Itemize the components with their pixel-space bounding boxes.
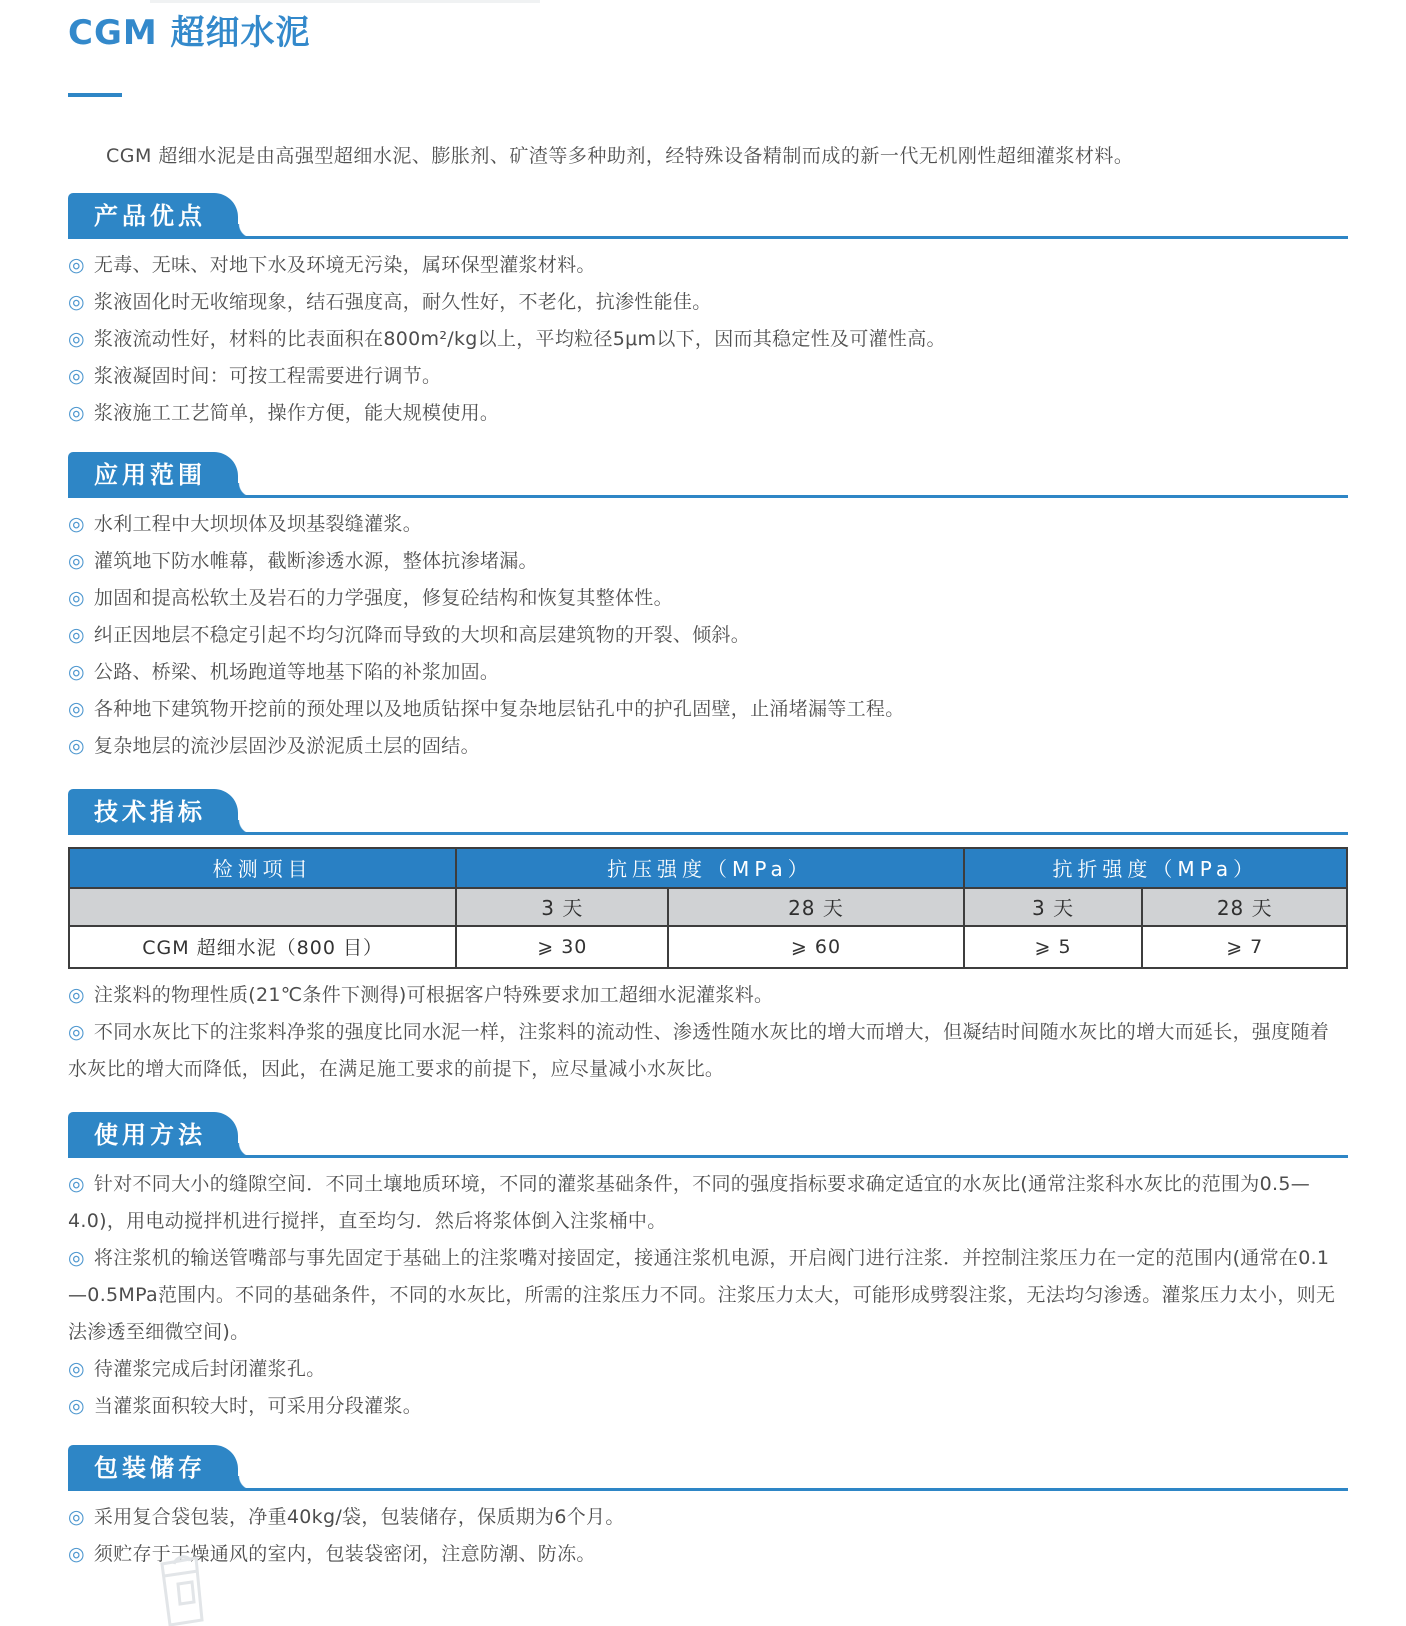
bullseye-bullet-icon: ◎ [68,253,85,276]
packaging-list [68,1499,1348,1573]
bullseye-bullet-icon: ◎ [68,1505,85,1528]
list-item-text: 采用复合袋包装，净重40kg/袋，包装储存，保质期为6个月。 [93,1505,625,1528]
bullseye-bullet-icon: ◎ [68,983,85,1006]
section-usage-header [68,1112,1348,1158]
list-item [68,1388,1348,1425]
table-header-row [69,848,1347,888]
list-item-text: 灌筑地下防水帷幕，截断渗透水源，整体抗渗堵漏。 [93,549,538,572]
list-item-text: 须贮存于干燥通风的室内，包装袋密闭，注意防潮、防冻。 [93,1542,596,1565]
col-header-item: 检测项目 [69,848,456,888]
section-advantages-header [68,193,1348,239]
section-usage-title: 使用方法 [94,1120,206,1149]
bullseye-bullet-icon: ◎ [68,512,85,535]
list-item [68,1351,1348,1388]
top-cropped-artifact [150,0,540,3]
list-item [68,247,1348,284]
bullseye-bullet-icon: ◎ [68,623,85,646]
section-specs-header [68,789,1348,835]
bullseye-bullet-icon: ◎ [68,290,85,313]
bullseye-bullet-icon: ◎ [68,1357,85,1380]
section-applications-title: 应用范围 [94,460,206,489]
bullseye-bullet-icon: ◎ [68,1542,85,1565]
list-item [68,543,1348,580]
list-item [68,1240,1348,1351]
list-item-text: 浆液施工工艺简单，操作方便，能大规模使用。 [93,401,500,424]
list-item [68,977,1348,1014]
list-item-text: 将注浆机的输送管嘴部与事先固定于基础上的注浆嘴对接固定，接通注浆机电源，开启阀门进行注浆．并控制注浆压力在一定的范围内(通常在0.1—0.5MPa范围内。不同的基础条件，不同的水灰比，所需的注浆压力不同。注浆压力太大，可能形成劈裂注浆，无法均匀渗透。灌浆压力太小，则无法渗透至细微空间)。 [68,1246,1336,1343]
bullseye-bullet-icon: ◎ [68,1172,85,1195]
bullseye-bullet-icon: ◎ [68,364,85,387]
subheader-3d: 3 天 [456,888,668,926]
section-rule [68,1488,1348,1491]
bullseye-bullet-icon: ◎ [68,1020,85,1043]
list-item-text: 水利工程中大坝坝体及坝基裂缝灌浆。 [93,512,422,535]
title-underline [68,93,122,97]
section-packaging-header [68,1445,1348,1491]
section-rule [68,236,1348,239]
subheader-28d: 28 天 [668,888,963,926]
subheader-3d: 3 天 [964,888,1143,926]
empty-cell [69,888,456,926]
bullseye-bullet-icon: ◎ [68,1246,85,1269]
advantages-list [68,247,1348,432]
table-subheader-row [69,888,1347,926]
list-item-text: 各种地下建筑物开挖前的预处理以及地质钻探中复杂地层钻孔中的护孔固壁，止涌堵漏等工程。 [93,697,905,720]
list-item [68,1499,1348,1536]
list-item [68,321,1348,358]
section-tab [68,193,238,239]
section-tab [68,789,238,835]
section-rule [68,1155,1348,1158]
applications-list [68,506,1348,765]
list-item-text: 当灌浆面积较大时，可采用分段灌浆。 [93,1394,422,1417]
list-item-text: 无毒、无味、对地下水及环境无污染，属环保型灌浆材料。 [93,253,596,276]
list-item [68,654,1348,691]
section-tab [68,1445,238,1491]
specs-table [68,847,1348,969]
value-cell: ⩾ 5 [964,926,1143,968]
list-item [68,284,1348,321]
section-advantages-title: 产品优点 [94,201,206,230]
section-tab [68,1112,238,1158]
col-header-compressive: 抗压强度（MPa） [456,848,963,888]
list-item-text: 浆液流动性好，材料的比表面积在800m²/kg以上，平均粒径5μm以下，因而其稳定性及可灌性高。 [93,327,946,350]
list-item-text: 复杂地层的流沙层固沙及淤泥质土层的固结。 [93,734,480,757]
table-row [69,926,1347,968]
list-item [68,395,1348,432]
list-item-text: 注浆料的物理性质(21℃条件下测得)可根据客户特殊要求加工超细水泥灌浆料。 [93,983,774,1006]
list-item [68,1166,1348,1240]
list-item-text: 不同水灰比下的注浆料净浆的强度比同水泥一样，注浆料的流动性、渗透性随水灰比的增大而增大，但凝结时间随水灰比的增大而延长，强度随着水灰比的增大而降低，因此，在满足施工要求的前提下，应尽量减小水灰比。 [68,1020,1330,1080]
section-packaging-title: 包装储存 [94,1453,206,1482]
bullseye-bullet-icon: ◎ [68,586,85,609]
section-tab [68,452,238,498]
list-item [68,358,1348,395]
list-item-text: 待灌浆完成后封闭灌浆孔。 [93,1357,326,1380]
subheader-28d: 28 天 [1142,888,1347,926]
list-item-text: 加固和提高松软土及岩石的力学强度，修复砼结构和恢复其整体性。 [93,586,673,609]
list-item-text: 浆液凝固时间：可按工程需要进行调节。 [93,364,442,387]
product-name-cell: CGM 超细水泥（800 目） [69,926,456,968]
usage-list [68,1166,1348,1425]
page-title: CGM 超细水泥 [68,13,311,53]
specs-notes-list [68,977,1348,1088]
value-cell: ⩾ 30 [456,926,668,968]
list-item [68,728,1348,765]
cement-bag-sketch-icon [140,1554,226,1626]
bullseye-bullet-icon: ◎ [68,549,85,572]
list-item [68,506,1348,543]
list-item-text: 浆液固化时无收缩现象，结石强度高，耐久性好，不老化，抗渗性能佳。 [93,290,712,313]
section-rule [68,495,1348,498]
bullseye-bullet-icon: ◎ [68,734,85,757]
bullseye-bullet-icon: ◎ [68,1394,85,1417]
list-item [68,580,1348,617]
list-item [68,617,1348,654]
list-item [68,1536,1348,1573]
bullseye-bullet-icon: ◎ [68,697,85,720]
col-header-flexural: 抗折强度（MPa） [964,848,1347,888]
bullseye-bullet-icon: ◎ [68,660,85,683]
list-item-text: 公路、桥梁、机场跑道等地基下陷的补浆加固。 [93,660,500,683]
list-item-text: 纠正因地层不稳定引起不均匀沉降而导致的大坝和高层建筑物的开裂、倾斜。 [93,623,751,646]
list-item-text: 针对不同大小的缝隙空间．不同土壤地质环境，不同的灌浆基础条件，不同的强度指标要求确定适宜的水灰比(通常注浆科水灰比的范围为0.5—4.0)，用电动搅拌机进行搅拌，直至均匀．然后将浆体倒入注浆桶中。 [68,1172,1311,1232]
list-item [68,691,1348,728]
section-specs-title: 技术指标 [94,797,206,826]
bullseye-bullet-icon: ◎ [68,327,85,350]
value-cell: ⩾ 60 [668,926,963,968]
section-rule [68,832,1348,835]
intro-paragraph: CGM 超细水泥是由高强型超细水泥、膨胀剂、矿渣等多种助剂，经特殊设备精制而成的新一代无机刚性超细灌浆材料。 [106,144,1134,167]
bullseye-bullet-icon: ◎ [68,401,85,424]
list-item [68,1014,1348,1088]
value-cell: ⩾ 7 [1142,926,1347,968]
section-applications-header [68,452,1348,498]
